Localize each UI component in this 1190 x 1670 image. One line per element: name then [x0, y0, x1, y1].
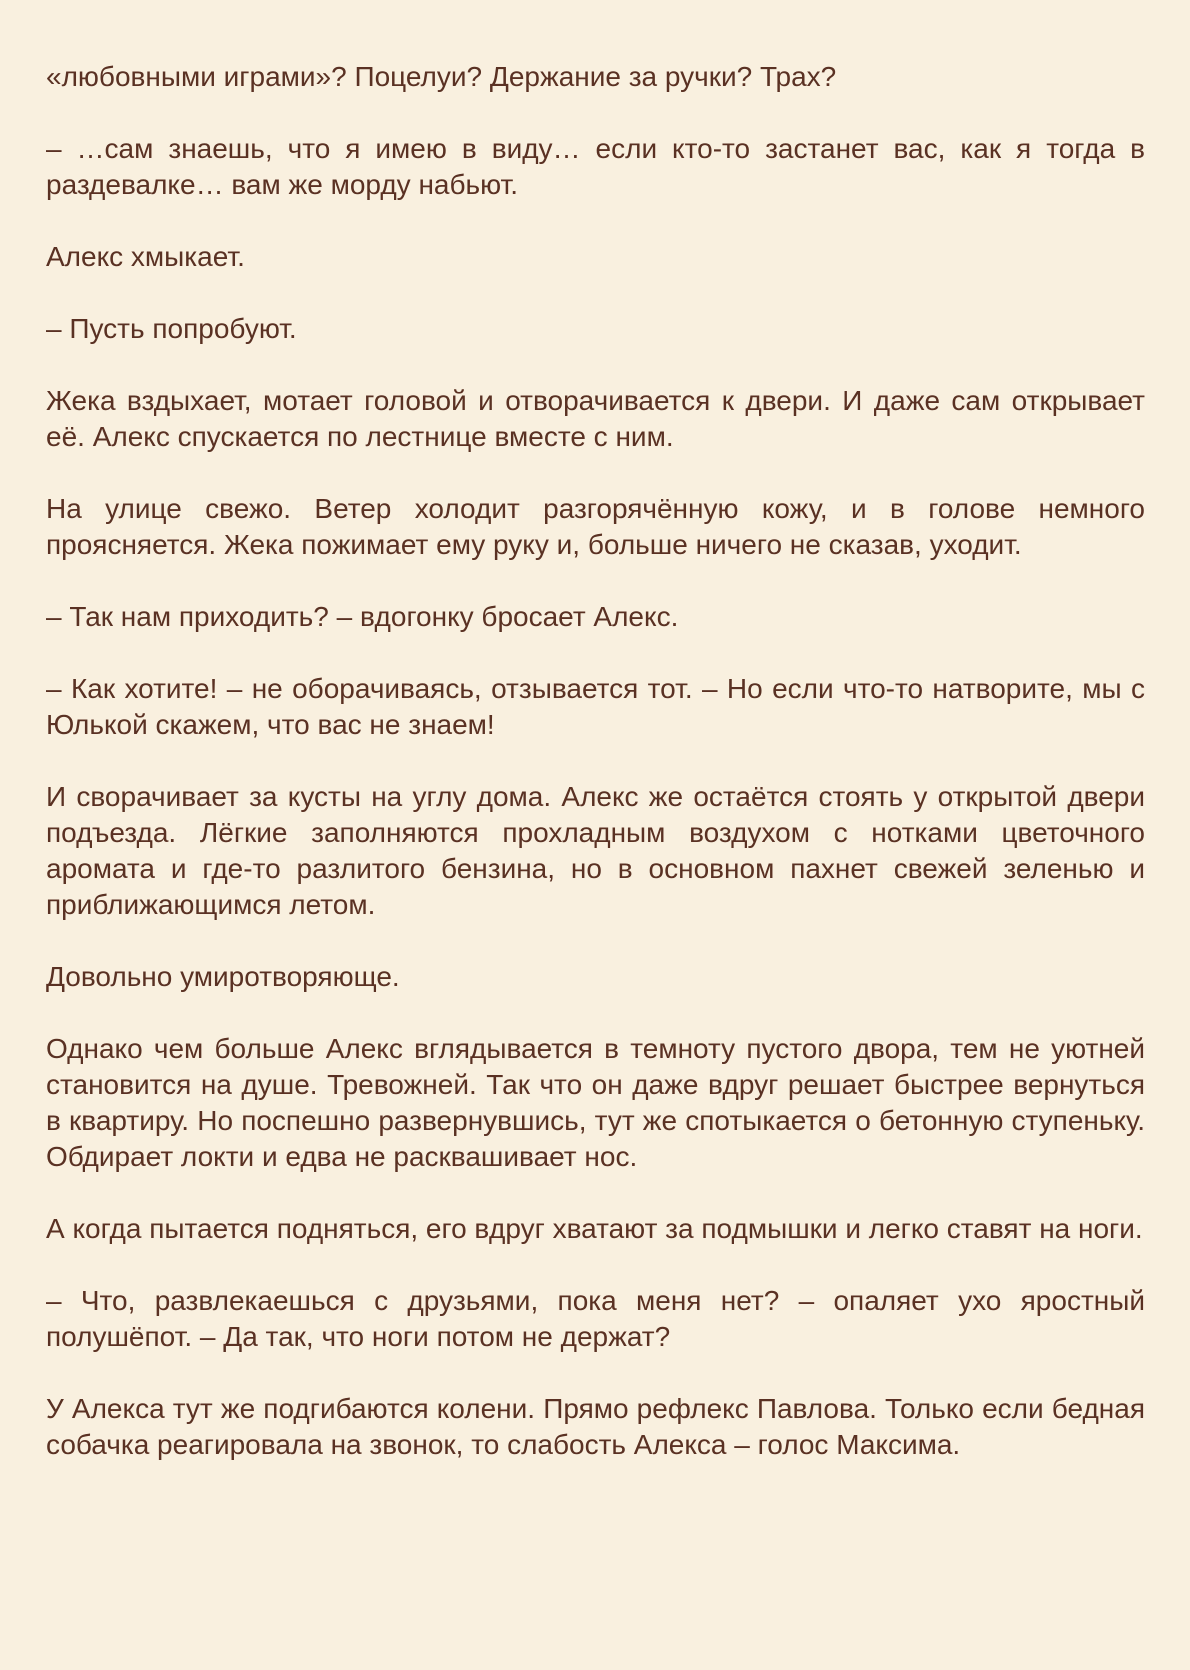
paragraph: А когда пытается подняться, его вдруг хватают за подмышки и легко ставят на ноги.	[46, 1213, 1143, 1244]
paragraph: – …сам знаешь, что я имею в виду… если кто-то застанет вас, как я тогда в раздевалке… вам же морду набьют.	[46, 133, 1145, 200]
paragraph: Довольно умиротворяюще.	[46, 961, 400, 992]
paragraph: – Как хотите! – не оборачиваясь, отзывается тот. – Но если что-то натворите, мы с Юлькой скажем, что вас не знаем!	[46, 673, 1145, 740]
paragraph: У Алекса тут же подгибаются колени. Прямо рефлекс Павлова. Только если бедная собачка реагировала на звонок, то слабость Алекса – голос Максима.	[46, 1393, 1145, 1460]
paragraph: – Пусть попробуют.	[46, 313, 297, 344]
paragraph: Однако чем больше Алекс вглядывается в темноту пустого двора, тем не уютней становится на душе. Тревожней. Так что он даже вдруг решает быстрее вернуться в квартиру. Но поспешно развернувшись, тут же спотыкается о бетонную ступеньку. Обдирает локти и едва не расквашивает нос.	[46, 1033, 1145, 1172]
paragraph: – Так нам приходить? – вдогонку бросает Алекс.	[46, 601, 679, 632]
paragraph: – Что, развлекаешься с друзьями, пока меня нет? – опаляет ухо яростный полушёпот. – Да так, что ноги потом не держат?	[46, 1285, 1145, 1352]
paragraph: Алекс хмыкает.	[46, 241, 245, 272]
paragraph: «любовными играми»? Поцелуи? Держание за ручки? Трах?	[46, 61, 837, 92]
paragraph: И сворачивает за кусты на углу дома. Алекс же остаётся стоять у открытой двери подъезда. Лёгкие заполняются прохладным воздухом с нотками цветочного аромата и где-то разлитого бензина, но в основном пахнет свежей зеленью и приближающимся летом.	[46, 781, 1145, 920]
paragraph: На улице свежо. Ветер холодит разгорячённую кожу, и в голове немного проясняется. Жека пожимает ему руку и, больше ничего не сказав, уходит.	[46, 493, 1145, 560]
paragraph: Жека вздыхает, мотает головой и отворачивается к двери. И даже сам открывает её. Алекс спускается по лестнице вместе с ним.	[46, 385, 1145, 452]
